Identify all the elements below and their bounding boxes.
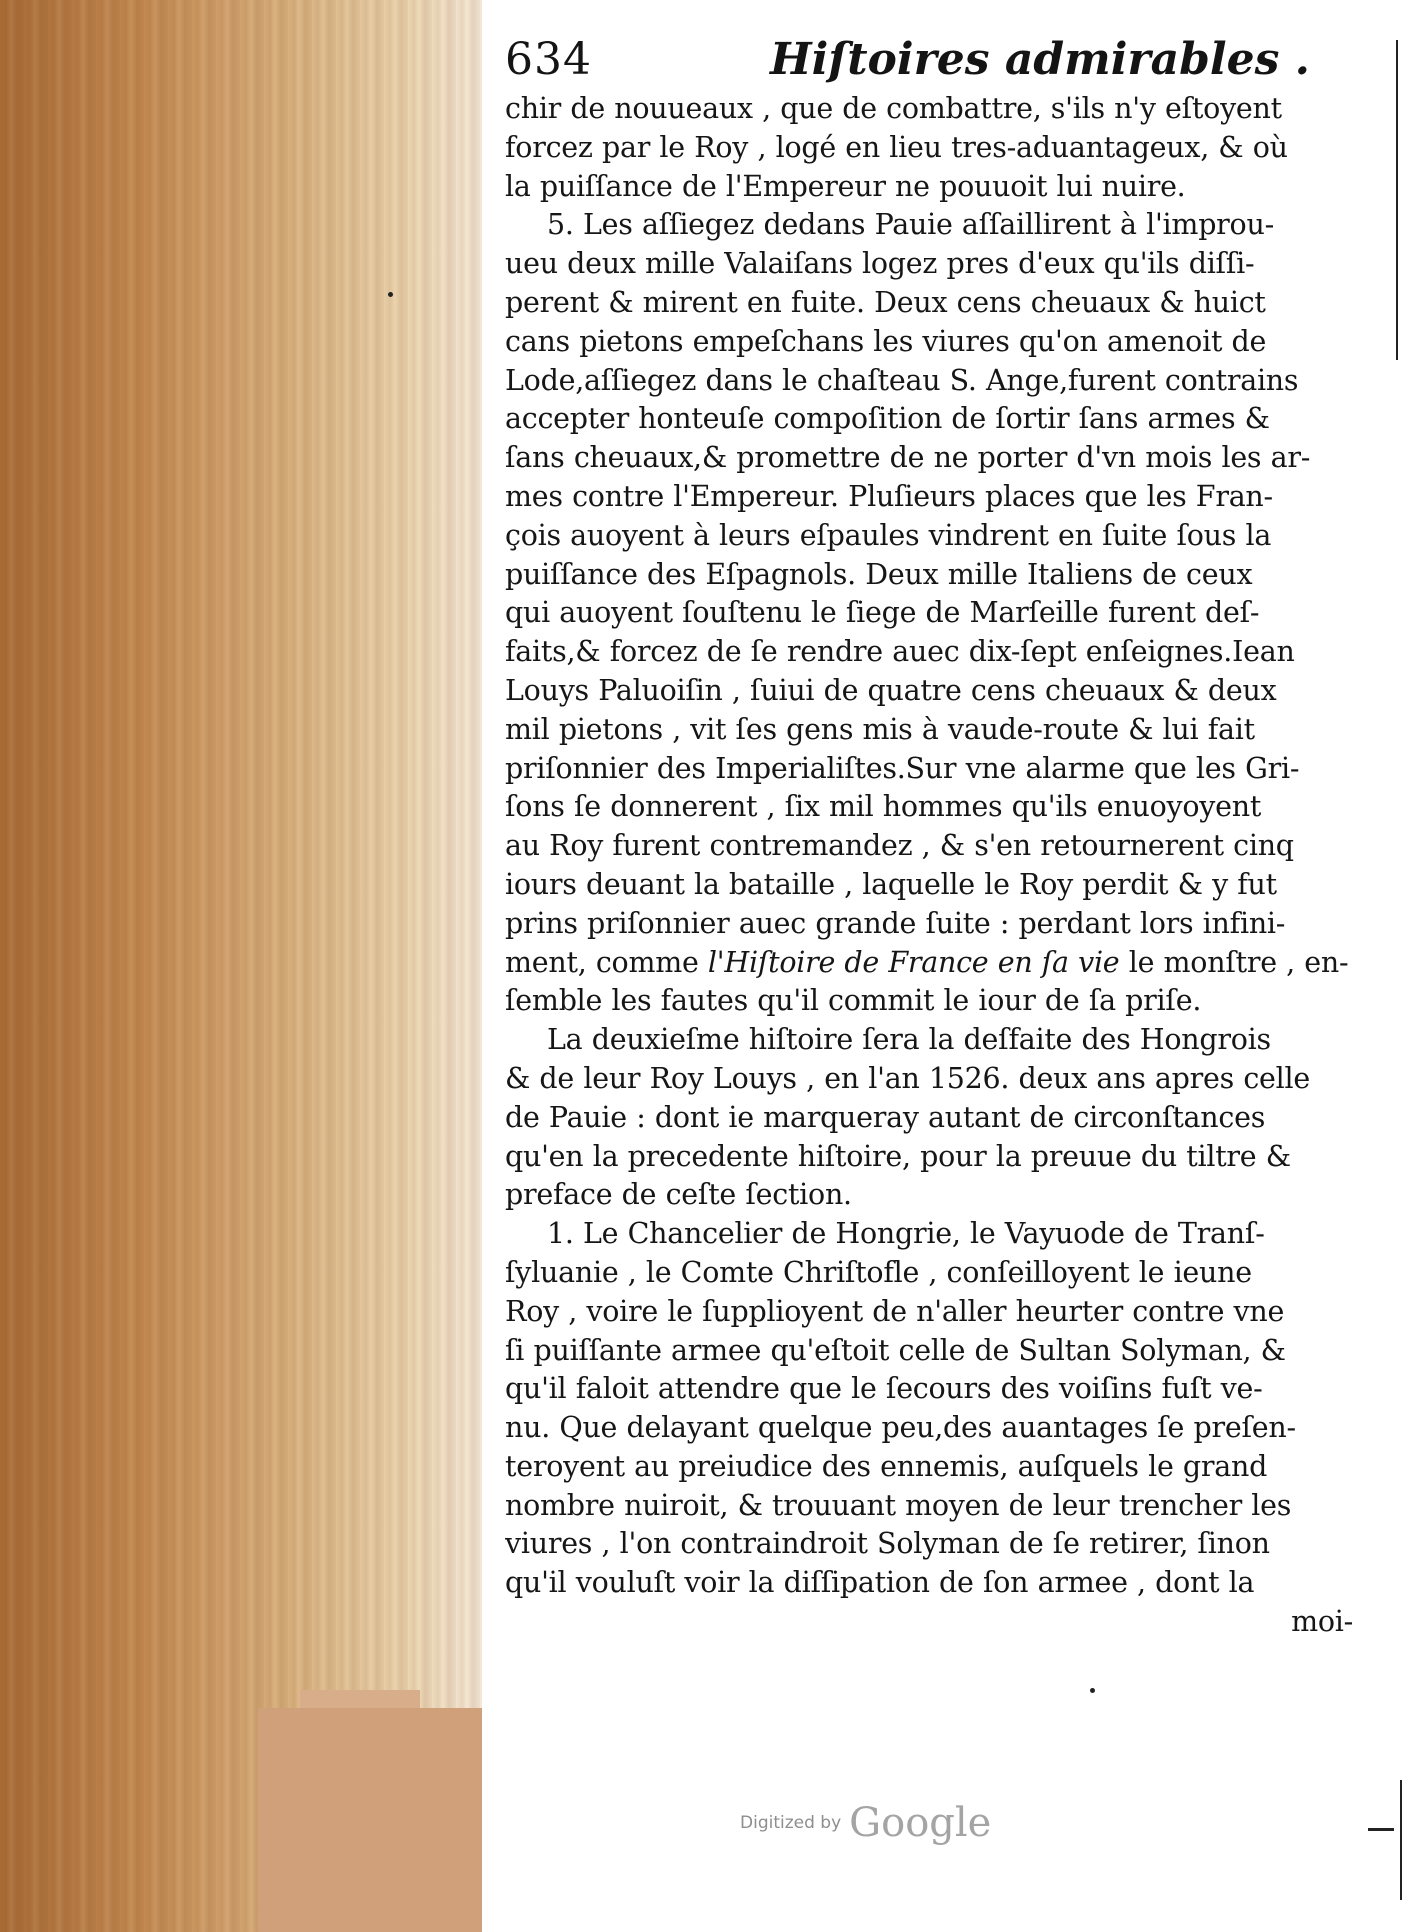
text-line: au Roy furent contremandez , & s'en retournerent cinq — [505, 829, 1294, 863]
digitized-watermark — [740, 1800, 991, 1856]
text-line: ſyluanie , le Comte Chriſtofle , conſeilloyent le ieune — [505, 1255, 1252, 1289]
text-line: ſi puiſſante armee qu'eſtoit celle de Sultan Solyman, & — [505, 1333, 1286, 1367]
text-line: faits,& forcez de ſe rendre auec dix-ſept enſeignes.Iean — [505, 635, 1295, 669]
text-line: chir de nouueaux , que de combattre, s'ils n'y eſtoyent — [505, 92, 1282, 125]
google-logo: Google — [849, 1800, 992, 1846]
text-line: Roy , voire le ſupplioyent de n'aller heurter contre vne — [505, 1294, 1285, 1328]
text-line: çois auoyent à leurs eſpaules vindrent en ſuite ſous la — [505, 518, 1272, 552]
page-number: 634 — [505, 34, 592, 85]
margin-mark — [1368, 1828, 1394, 1831]
text-line: mes contre l'Empereur. Pluſieurs places que les Fran- — [505, 479, 1273, 513]
text-line: viures , l'on contraindroit Solyman de ſe retirer, ſinon — [505, 1527, 1270, 1561]
book-gutter — [0, 0, 482, 1932]
text-line: & de leur Roy Louys , en l'an 1526. deux ans apres celle — [505, 1061, 1310, 1095]
text-line: qui auoyent ſouſtenu le ſiege de Marſeille furent deſ- — [505, 596, 1260, 630]
running-title: Hiſtoires admirables . — [770, 34, 1310, 85]
text-line: La deuxieſme hiſtoire ſera la deſfaite des Hongrois — [547, 1023, 1271, 1057]
text-line-with-citation — [505, 944, 1365, 983]
speck — [1090, 1688, 1095, 1693]
text-line: ſons ſe donnerent , ſix mil hommes qu'ils enuoyoyent — [505, 790, 1262, 824]
text-line: ſemble les fautes qu'il commit le iour de ſa priſe. — [505, 984, 1202, 1018]
text-line: ueu deux mille Valaiſans logez pres d'eux qu'ils diſſi- — [505, 247, 1255, 281]
page-edge-line — [1396, 40, 1398, 360]
text-line: qu'il vouluſt voir la diſſipation de ſon armee , dont la — [505, 1566, 1255, 1600]
text-line: mil pietons , vit ſes gens mis à vaude-route & lui fait — [505, 712, 1255, 746]
text-line: nu. Que delayant quelque peu,des auantages ſe preſen- — [505, 1411, 1296, 1445]
watermark-prefix: Digitized by — [740, 1813, 842, 1833]
marginal-citation: l'Hiſtoire de France en ſa vie — [707, 945, 1120, 979]
text-line: iours deuant la bataille , laquelle le Roy perdit & y fut — [505, 867, 1277, 901]
text-line: ſans cheuaux,& promettre de ne porter d'vn mois les ar- — [505, 441, 1311, 475]
text-line: priſonnier des Imperialiſtes.Sur vne alarme que les Gri- — [505, 751, 1300, 785]
text-line: 1. Le Chancelier de Hongrie, le Vayuode de Tranſ- — [547, 1217, 1265, 1251]
catchword: moi- — [1291, 1605, 1353, 1639]
text-line: forcez par le Roy , logé en lieu tres-aduantageux, & où — [505, 130, 1288, 164]
text-fragment: ment, comme — [505, 945, 708, 979]
text-line: Louys Paluoiſin , ſuiui de quatre cens cheuaux & deux — [505, 673, 1277, 707]
text-line: cans pietons empeſchans les viures qu'on amenoit de — [505, 324, 1267, 358]
text-fragment: le monſtre , en- — [1119, 945, 1349, 979]
text-line: accepter honteuſe compoſition de ſortir ſans armes & — [505, 402, 1270, 436]
text-line: puiſſance des Eſpagnols. Deux mille Italiens de ceux — [505, 557, 1253, 591]
text-line: la puiſſance de l'Empereur ne pouuoit lui nuire. — [505, 169, 1186, 203]
body-text — [505, 90, 1365, 1642]
text-line: perent & mirent en fuite. Deux cens cheuaux & huict — [505, 285, 1266, 319]
text-line: qu'en la precedente hiſtoire, pour la preuue du tiltre & — [505, 1139, 1291, 1173]
page-edge-line — [1400, 1780, 1402, 1900]
gutter-stain — [258, 1708, 482, 1932]
text-line: Lode,aſſiegez dans le chaſteau S. Ange,furent contrains — [505, 363, 1299, 397]
text-line: preface de ceſte ſection. — [505, 1178, 852, 1212]
text-line: teroyent au preiudice des ennemis, auſquels le grand — [505, 1449, 1268, 1483]
speck — [388, 292, 393, 297]
text-line: nombre nuiroit, & trouuant moyen de leur trencher les — [505, 1488, 1292, 1522]
text-line: de Pauie : dont ie marqueray autant de circonſtances — [505, 1100, 1266, 1134]
text-line: 5. Les aſſiegez dedans Pauie aſſaillirent à l'improu- — [547, 208, 1274, 242]
running-header — [505, 28, 1365, 98]
text-line: prins priſonnier auec grande ſuite : perdant lors infini- — [505, 906, 1286, 940]
text-line: qu'il faloit attendre que le ſecours des voiſins fuſt ve- — [505, 1372, 1263, 1406]
